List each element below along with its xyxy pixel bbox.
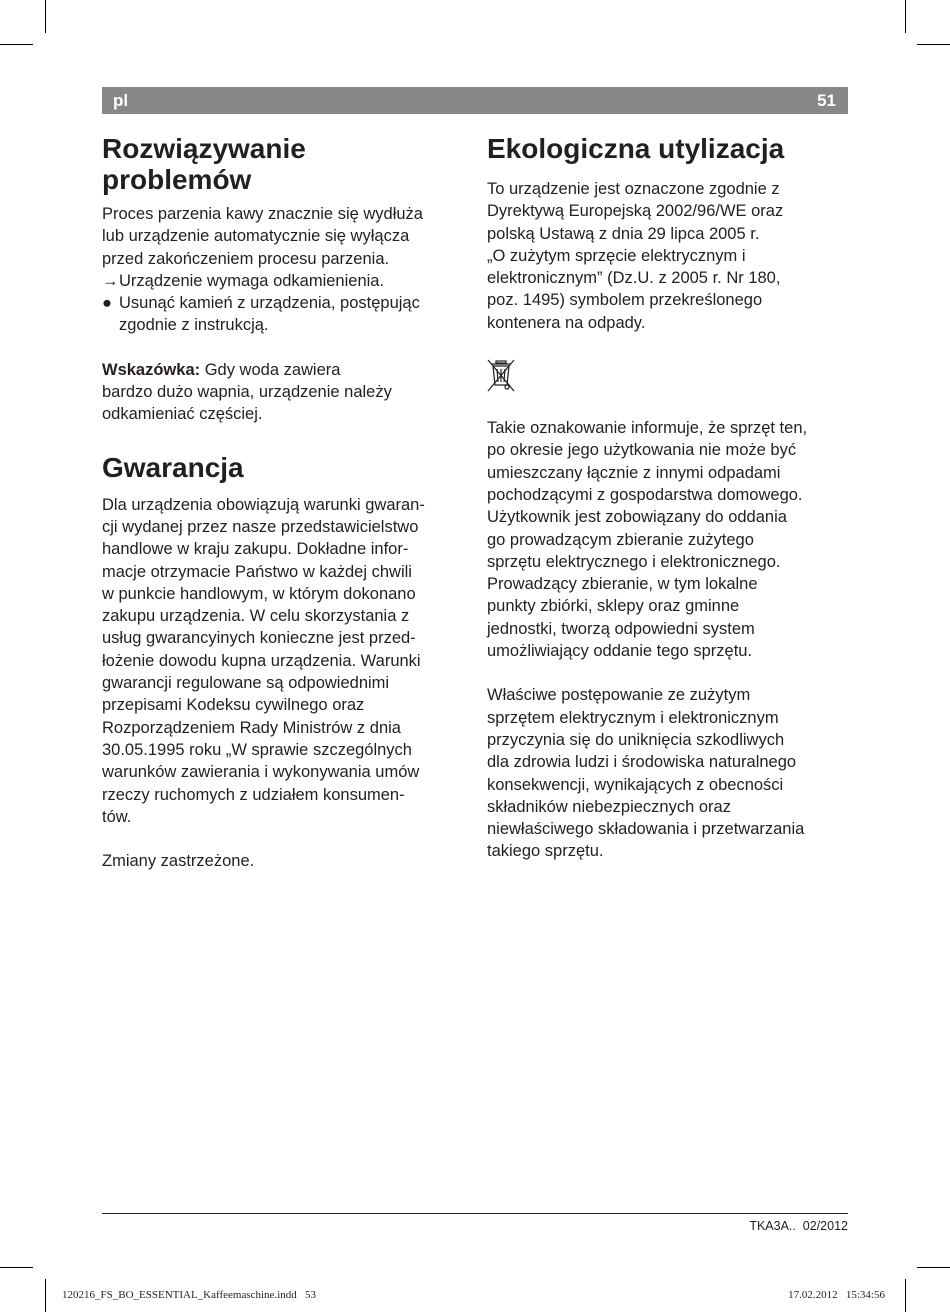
problem-description: Proces parzenia kawy znacznie się wydłuża lub urządzenie automatycznie się wyłącza przed zakończeniem procesu parzenia. bbox=[102, 205, 423, 268]
crop-mark bbox=[905, 0, 906, 33]
cause-text: Urządzenie wymaga odkamienienia. bbox=[119, 271, 385, 290]
crossed-out-wheelie-bin-icon bbox=[487, 358, 517, 394]
page-number: 51 bbox=[817, 90, 836, 110]
tip-text: Gdy woda zawiera bardzo dużo wapnia, urządzenie należy odkamieniać częściej. bbox=[102, 360, 392, 424]
crop-mark bbox=[45, 0, 46, 33]
crop-mark bbox=[905, 1279, 906, 1312]
disposal-title: Ekologiczna utylizacja bbox=[487, 133, 785, 164]
page-header bbox=[102, 87, 848, 114]
remedy-text: Usunąć kamień z urządzenia, postępując zgodnie z instrukcją. bbox=[119, 294, 420, 335]
arrow-icon: → bbox=[102, 271, 119, 290]
warranty-body: Dla urządzenia obowiązują warunki gwaran- cji wydanej przez nasze przedstawicielstwo handlowe w kraju zakupu. Dokładne infor- macje otrzymacie Państwo w każdej chwili w punkcie handlowym, w którym dokonano zakupu urządzenia. W celu skorzystania z usług gwarancyinych konieczne jest przed- łożenie dowodu kupna urządzenia. Warunki gwarancji regulowane są odpowiednimi przepisami Kodeksu cywilnego oraz Rozporządzeniem Rady Ministrów z dnia 30.05.1995 roku „W sprawie szczególnych warunków zawierania i wykonywania umów rzeczy ruchomych z udziałem konsumen- tów. bbox=[102, 495, 425, 826]
left-column bbox=[102, 133, 467, 872]
cause-item bbox=[102, 270, 467, 292]
changes-note: Zmiany zastrzeżone. bbox=[102, 852, 255, 871]
crop-mark bbox=[917, 44, 950, 45]
crop-mark bbox=[917, 1267, 950, 1268]
tip-paragraph bbox=[102, 359, 467, 426]
footer-rule bbox=[102, 1213, 848, 1214]
language-code: pl bbox=[113, 90, 129, 110]
crop-mark bbox=[0, 1267, 33, 1268]
print-slug-file: 120216_FS_BO_ESSENTIAL_Kaffeemaschine.indd 53 bbox=[62, 1289, 316, 1301]
remedy-item bbox=[102, 292, 467, 337]
crop-mark bbox=[45, 1279, 46, 1312]
disposal-paragraph-3: Właściwe postępowanie ze zużytym sprzętem elektrycznym i elektronicznym przyczynia się do uniknięcia szkodliwych dla zdrowia ludzi i środowiska naturalnego konsekwencji, wynikających z obecności składników niebezpiecznych oraz niewłaściwego składowania i przetwarzania takiego sprzętu. bbox=[487, 686, 805, 861]
disposal-paragraph-2: Takie oznakowanie informuje, że sprzęt ten, po okresie jego użytkowania nie może być umieszczany łącznie z innymi odpadami pochodzącymi z gospodarstwa domowego. Użytkownik jest zobowiązany do oddania go prowadzącym zbieranie zużytego sprzętu elektrycznego i elektronicznego. Prowadzący zbieranie, w tym lokalne punkty zbiórki, sklepy oraz gminne jednostki, tworzą odpowiedni system umożliwiający oddanie tego sprzętu. bbox=[487, 419, 808, 661]
right-column bbox=[487, 133, 849, 863]
crop-mark bbox=[0, 44, 33, 45]
tip-label: Wskazówka: bbox=[102, 360, 201, 379]
model-code: TKA3A.. 02/2012 bbox=[749, 1219, 848, 1233]
warranty-title: Gwarancja bbox=[102, 451, 244, 483]
bullet-icon: ● bbox=[102, 294, 112, 313]
print-slug-timestamp: 17.02.2012 15:34:56 bbox=[788, 1289, 885, 1301]
troubleshooting-title: Rozwiązywanie problemów bbox=[102, 133, 306, 195]
disposal-paragraph-1: To urządzenie jest oznaczone zgodnie z Dyrektywą Europejską 2002/96/WE oraz polską Ustawą z dnia 29 lipca 2005 r. „O zużytym sprzęcie elektrycznym i elektronicznym” (Dz.U. z 2005 r. Nr 180, poz. 1495) symbolem przekreślonego kontenera na odpady. bbox=[487, 180, 784, 332]
